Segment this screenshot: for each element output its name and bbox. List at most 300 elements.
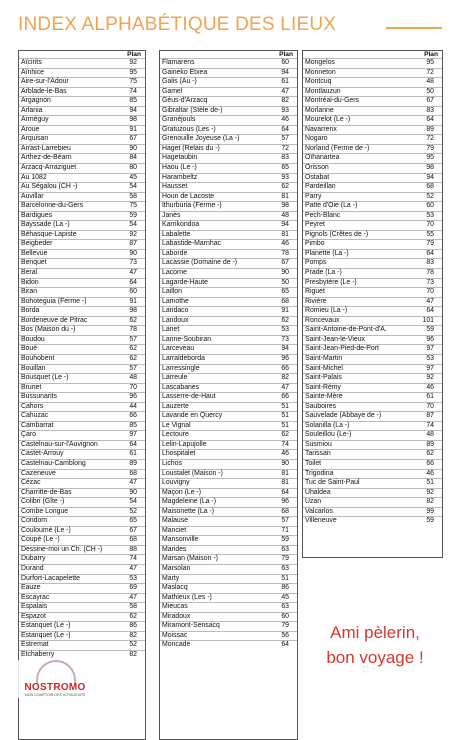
place-name: Prade (La -): [303, 269, 373, 279]
plan-number: 73: [373, 278, 443, 288]
table-row: [160, 479, 297, 489]
plan-number: 82: [229, 374, 298, 384]
plan-number: 72: [373, 68, 443, 78]
place-name: Hagetaubin: [160, 154, 229, 164]
place-name: Orisson: [303, 164, 373, 174]
plan-number: 57: [229, 517, 298, 527]
plan-number: 98: [229, 202, 298, 212]
table-row: [303, 164, 442, 174]
plan-number: 99: [373, 507, 443, 517]
table-row: [19, 307, 145, 317]
table-row: [303, 135, 442, 145]
plan-number: 70: [373, 221, 443, 231]
table-row: [303, 173, 442, 183]
plan-number: 60: [373, 202, 443, 212]
table-row: [303, 393, 442, 403]
table-row: [19, 68, 145, 78]
plan-number: 82: [229, 97, 298, 107]
plan-number: 59: [82, 211, 145, 221]
plan-number: 66: [229, 393, 298, 403]
table-row: [303, 440, 442, 450]
plan-number: 52: [82, 507, 145, 517]
plan-number: 75: [82, 202, 145, 212]
table-row: [160, 564, 297, 574]
plan-number: 83: [229, 154, 298, 164]
table-row: [160, 354, 297, 364]
plan-number: 63: [229, 564, 298, 574]
place-name: Beigbeder: [19, 240, 82, 250]
place-name: Uhaldea: [303, 488, 373, 498]
plan-number: 98: [82, 116, 145, 126]
table-row: [303, 307, 442, 317]
place-name: Espazot: [19, 612, 82, 622]
plan-number: 91: [229, 307, 298, 317]
plan-number: 91: [82, 125, 145, 135]
place-name: Saint-Rémy: [303, 383, 373, 393]
plan-number: 44: [82, 402, 145, 412]
place-name: Tuc de Saint-Paul: [303, 479, 373, 489]
table-row: [19, 202, 145, 212]
place-name: Gaineko Etxea: [160, 68, 229, 78]
table-row: [160, 517, 297, 527]
index-column-1: [18, 50, 146, 740]
place-name: Eauze: [19, 584, 82, 594]
plan-number: 95: [373, 154, 443, 164]
table-row: [160, 545, 297, 555]
table-row: [303, 230, 442, 240]
place-name: Bouillan: [19, 364, 82, 374]
plan-number: 74: [82, 87, 145, 97]
table-row: [160, 555, 297, 565]
table-row: [19, 603, 145, 613]
table-row: [19, 440, 145, 450]
plan-number: 79: [229, 555, 298, 565]
place-name: Montcuq: [303, 78, 373, 88]
place-name: Argagnon: [19, 97, 82, 107]
table-row: [303, 106, 442, 116]
place-name: Barcelonne-du-Gers: [19, 202, 82, 212]
place-name: Bouhobent: [19, 354, 82, 364]
index-column-3: [302, 50, 443, 558]
place-name: Lhospitalet: [160, 450, 229, 460]
table-row: [303, 364, 442, 374]
plan-number: 54: [82, 221, 145, 231]
table-row: [19, 249, 145, 259]
place-name: Patte d'Oie (La -): [303, 202, 373, 212]
place-name: Montréal-du-Gers: [303, 97, 373, 107]
table-row: [160, 249, 297, 259]
place-name: Hausset: [160, 183, 229, 193]
plan-number: 96: [229, 498, 298, 508]
table-row: [160, 307, 297, 317]
place-name: Brunet: [19, 383, 82, 393]
place-name: Borda: [19, 307, 82, 317]
plan-number: 94: [373, 173, 443, 183]
plan-number: 64: [229, 641, 298, 650]
table-row: [160, 603, 297, 613]
plan-number: 62: [82, 612, 145, 622]
plan-number: 52: [373, 192, 443, 202]
place-name: Pech-Blanc: [303, 211, 373, 221]
place-name: Lasserre-de-Haut: [160, 393, 229, 403]
table-row: [303, 288, 442, 298]
plan-number: 94: [229, 221, 298, 231]
plan-number: 54: [82, 498, 145, 508]
plan-number: 79: [229, 622, 298, 632]
plan-number: 46: [229, 240, 298, 250]
table-row: [303, 459, 442, 469]
table-row: [160, 259, 297, 269]
table-row: [303, 374, 442, 384]
table-row: [303, 125, 442, 135]
place-name: Estanquet (Le -): [19, 631, 82, 641]
index-table-2: [160, 51, 297, 650]
plan-number: 90: [82, 488, 145, 498]
place-name: Lichos: [160, 459, 229, 469]
plan-number: 79: [373, 144, 443, 154]
plan-number: 53: [229, 326, 298, 336]
place-name: Souleillou (Le-): [303, 431, 373, 441]
place-name: Pignols (Crêtes de -): [303, 230, 373, 240]
place-name: Toilet: [303, 459, 373, 469]
plan-number: 68: [82, 469, 145, 479]
table-row: [160, 59, 297, 69]
plan-number: 81: [229, 479, 298, 489]
plan-number: 59: [229, 536, 298, 546]
plan-number: 74: [373, 421, 443, 431]
place-name: Charritte-de-Bas: [19, 488, 82, 498]
place-name: Lelin-Lapujolle: [160, 440, 229, 450]
plan-number: 98: [373, 164, 443, 174]
plan-number: 68: [82, 536, 145, 546]
table-row: [19, 555, 145, 565]
table-row: [303, 479, 442, 489]
table-row: [19, 584, 145, 594]
plan-number: 63: [229, 603, 298, 613]
table-row: [160, 431, 297, 441]
plan-number: 93: [229, 173, 298, 183]
place-name: Presbytère (Le -): [303, 278, 373, 288]
place-name: Laborde: [160, 249, 229, 259]
place-name: Béhasque-Lapiste: [19, 230, 82, 240]
table-row: [19, 507, 145, 517]
table-row: [19, 459, 145, 469]
plan-number: 46: [229, 116, 298, 126]
place-name: Gratuzous (Les -): [160, 125, 229, 135]
place-name: Beral: [19, 269, 82, 279]
plan-number: 73: [229, 335, 298, 345]
plan-number: 54: [82, 183, 145, 193]
plan-number: 97: [373, 364, 443, 374]
plan-number: 83: [373, 106, 443, 116]
plan-number: 96: [82, 393, 145, 403]
plan-number: 50: [229, 278, 298, 288]
table-row: [19, 374, 145, 384]
place-name: Manciet: [160, 526, 229, 536]
place-name: Gamel: [160, 87, 229, 97]
plan-number: 53: [82, 574, 145, 584]
place-name: Moncade: [160, 641, 229, 650]
place-name: Norland (Ferme de -): [303, 144, 373, 154]
place-name: Mansonville: [160, 536, 229, 546]
place-name: Etchaberry: [19, 650, 82, 659]
place-name: Saint-Jean-le-Vieux: [303, 335, 373, 345]
table-row: [303, 211, 442, 221]
plan-number: 63: [229, 545, 298, 555]
table-row: [160, 173, 297, 183]
plan-number: 67: [373, 97, 443, 107]
table-row: [19, 631, 145, 641]
table-row: [303, 383, 442, 393]
table-row: [19, 545, 145, 555]
table-row: [160, 574, 297, 584]
table-row: [303, 68, 442, 78]
place-name: Aire-sur-l'Adour: [19, 78, 82, 88]
plan-number: 60: [82, 288, 145, 298]
place-name: Cazeneuve: [19, 469, 82, 479]
place-name: Durfort-Lacapelette: [19, 574, 82, 584]
table-row: [160, 345, 297, 355]
table-row: [19, 383, 145, 393]
table-row: [160, 412, 297, 422]
table-row: [303, 240, 442, 250]
plan-number: 47: [229, 87, 298, 97]
plan-number: 48: [229, 211, 298, 221]
table-row: [19, 650, 145, 659]
plan-number: 61: [229, 78, 298, 88]
place-name: Lavande en Quercy: [160, 412, 229, 422]
place-name: Mongelos: [303, 59, 373, 69]
place-name: Maisonette (La -): [160, 507, 229, 517]
place-name: Bardigues: [19, 211, 82, 221]
plan-header: Plan: [424, 51, 438, 58]
plan-number: 70: [373, 288, 443, 298]
place-name: Parry: [303, 192, 373, 202]
logo-subtitle: MON COMPTOIR DES VOYAGEURS: [24, 693, 86, 697]
plan-number: 88: [82, 545, 145, 555]
table-row: [19, 421, 145, 431]
place-name: Bellevue: [19, 249, 82, 259]
place-name: Pomps: [303, 259, 373, 269]
plan-number: 70: [82, 383, 145, 393]
place-name: Couloumé (Le -): [19, 526, 82, 536]
place-name: Magdeleine (La -): [160, 498, 229, 508]
plan-number: 97: [82, 431, 145, 441]
plan-number: 62: [82, 345, 145, 355]
plan-number: 46: [373, 469, 443, 479]
place-name: Aïcirits: [19, 59, 82, 69]
table-row: [160, 593, 297, 603]
place-name: Lagarde-Hautе: [160, 278, 229, 288]
plan-number: 51: [229, 402, 298, 412]
table-row: [160, 192, 297, 202]
table-row: [303, 345, 442, 355]
table-row: [19, 87, 145, 97]
table-row: [303, 278, 442, 288]
place-name: Loustalet (Maison -): [160, 469, 229, 479]
table-row: [160, 221, 297, 231]
table-row: [303, 59, 442, 69]
plan-number: 68: [229, 507, 298, 517]
place-name: Miramont-Sensacq: [160, 622, 229, 632]
plan-number: 89: [82, 459, 145, 469]
plan-number: 71: [229, 526, 298, 536]
table-row: [303, 297, 442, 307]
place-name: Bussunarits: [19, 393, 82, 403]
plan-number: 70: [373, 402, 443, 412]
table-row: [19, 431, 145, 441]
plan-number: 75: [82, 78, 145, 88]
logo-name: NOSTROMO: [24, 682, 86, 693]
place-name: Larressingle: [160, 364, 229, 374]
table-row: [303, 498, 442, 508]
plan-number: 62: [82, 354, 145, 364]
place-name: Solanilla (La -): [303, 421, 373, 431]
table-row: [19, 278, 145, 288]
table-row: [160, 164, 297, 174]
plan-number: 62: [82, 316, 145, 326]
table-row: [303, 326, 442, 336]
plan-number: 90: [82, 249, 145, 259]
plan-number: 64: [82, 278, 145, 288]
place-name: Espalais: [19, 603, 82, 613]
plan-number: 60: [229, 59, 298, 69]
plan-number: 86: [229, 584, 298, 594]
place-name: Benquet: [19, 259, 82, 269]
plan-number: 59: [373, 326, 443, 336]
plan-number: 58: [82, 192, 145, 202]
plan-number: 96: [229, 354, 298, 364]
plan-number: 89: [373, 125, 443, 135]
table-row: [160, 631, 297, 641]
place-name: Villeneuve: [303, 517, 373, 526]
place-header: [160, 51, 229, 59]
place-name: Mourelot (Le -): [303, 116, 373, 126]
table-row: [160, 326, 297, 336]
table-row: [303, 517, 442, 526]
place-name: Cahuzac: [19, 412, 82, 422]
table-row: [160, 240, 297, 250]
plan-number: 47: [82, 479, 145, 489]
place-name: Sainte-Mère: [303, 393, 373, 403]
plan-number: 82: [82, 631, 145, 641]
plan-number: 90: [82, 144, 145, 154]
table-row: [19, 517, 145, 527]
table-row: [303, 316, 442, 326]
table-row: [160, 154, 297, 164]
place-name: Castelnau-sur-l'Auvignon: [19, 440, 82, 450]
plan-number: 81: [229, 230, 298, 240]
table-row: [160, 584, 297, 594]
place-name: Riguet: [303, 288, 373, 298]
plan-number: 46: [229, 450, 298, 460]
table-row: [160, 135, 297, 145]
table-row: [19, 622, 145, 632]
plan-number: 45: [229, 593, 298, 603]
table-row: [160, 68, 297, 78]
table-row: [19, 450, 145, 460]
table-row: [160, 498, 297, 508]
place-name: Arlania: [19, 106, 82, 116]
plan-number: 55: [373, 230, 443, 240]
logo-emblem-icon: [36, 660, 76, 684]
plan-number: 92: [373, 374, 443, 384]
plan-number: 61: [82, 450, 145, 460]
place-name: Le Vignal: [160, 421, 229, 431]
table-row: [19, 288, 145, 298]
place-name: Haget (Relais du -): [160, 144, 229, 154]
table-row: [160, 622, 297, 632]
place-name: Estanquet (Le -): [19, 622, 82, 632]
plan-number: 59: [373, 517, 443, 526]
table-row: [303, 335, 442, 345]
place-name: Saint-Antoine-de-Pont-d'A.: [303, 326, 373, 336]
place-name: Moissac: [160, 631, 229, 641]
table-row: [160, 230, 297, 240]
table-row: [19, 526, 145, 536]
plan-number: 65: [82, 517, 145, 527]
table-row: [19, 488, 145, 498]
plan-number: 85: [82, 97, 145, 107]
plan-number: 66: [229, 364, 298, 374]
plan-number: 73: [82, 259, 145, 269]
table-row: [19, 574, 145, 584]
table-row: [303, 488, 442, 498]
plan-number: 62: [229, 183, 298, 193]
place-name: Planette (La -): [303, 249, 373, 259]
plan-number: 97: [373, 345, 443, 355]
plan-number: 67: [82, 135, 145, 145]
plan-number: 98: [82, 307, 145, 317]
table-row: [160, 335, 297, 345]
place-name: Labastide-Marnhac: [160, 240, 229, 250]
table-row: [19, 259, 145, 269]
plan-number: 51: [229, 412, 298, 422]
table-row: [160, 211, 297, 221]
place-header: [19, 51, 82, 59]
table-row: [303, 402, 442, 412]
table-row: [303, 192, 442, 202]
place-name: Granéjouls: [160, 116, 229, 126]
place-name: Au 1082: [19, 173, 82, 183]
place-name: Arquisan: [19, 135, 82, 145]
plan-number: 67: [82, 526, 145, 536]
place-name: Biran: [19, 288, 82, 298]
table-row: [19, 78, 145, 88]
place-name: Miradoux: [160, 612, 229, 622]
place-name: Condom: [19, 517, 82, 527]
plan-number: 48: [373, 78, 443, 88]
table-row: [160, 297, 297, 307]
slogan-line-2: bon voyage !: [326, 648, 424, 667]
place-name: Larraldeborda: [160, 354, 229, 364]
table-row: [19, 469, 145, 479]
plan-number: 64: [373, 307, 443, 317]
place-name: Lauzerte: [160, 402, 229, 412]
table-row: [160, 125, 297, 135]
table-row: [160, 269, 297, 279]
table-row: [303, 144, 442, 154]
place-name: Dubarry: [19, 555, 82, 565]
plan-number: 78: [373, 269, 443, 279]
plan-number: 51: [229, 574, 298, 584]
place-name: Cahors: [19, 402, 82, 412]
place-name: Bos (Maison du -): [19, 326, 82, 336]
table-row: [160, 78, 297, 88]
table-row: [19, 269, 145, 279]
plan-number: 53: [373, 354, 443, 364]
place-header: [303, 51, 373, 59]
